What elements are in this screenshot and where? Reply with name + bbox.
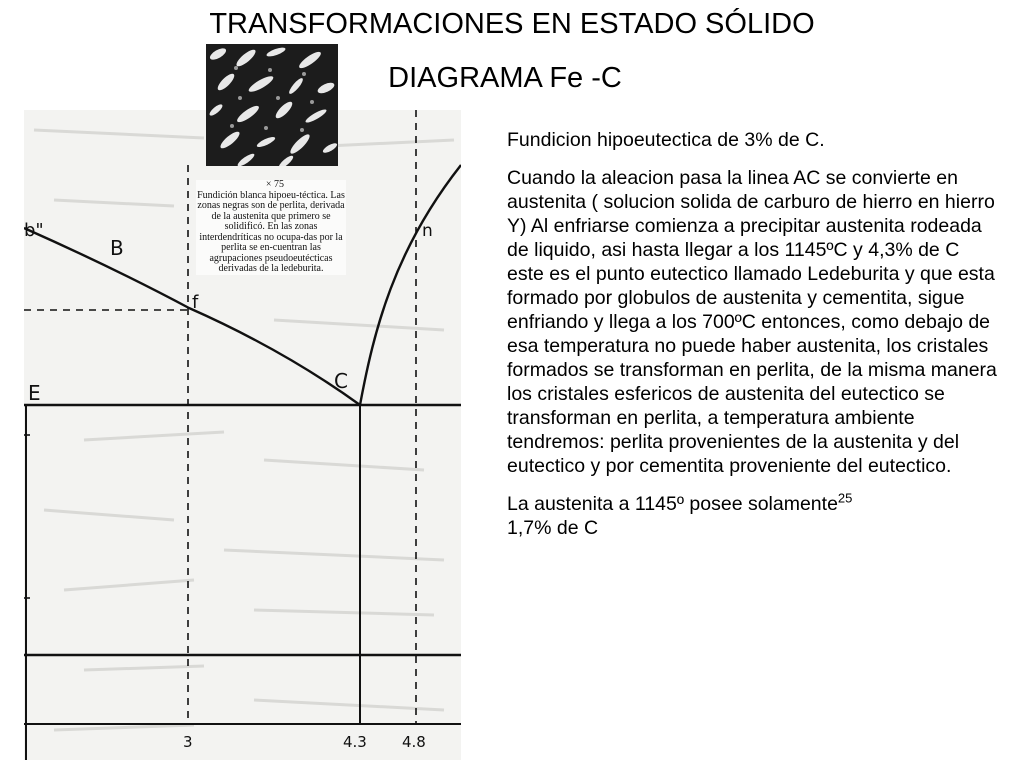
label-B: B: [110, 236, 124, 260]
label-C: C: [334, 369, 348, 393]
caption-magnification: × 75: [265, 179, 284, 190]
liquidus-line-cn: [360, 165, 461, 405]
paragraph-austenite-end: 1,7% de C: [507, 517, 599, 539]
paragraph-explanation: Cuando la aleacion pasa la linea AC se convierte en austenita ( solucion solida de carburo de hierro en hierro Y) Al enfriarse comienza a precipitar austenita rodeada de liquido, asi hasta llegar a los 1145ºC y 4,3% de C este es el punto eutectico llamado Ledeburita y que esta formado por globulos de austenita y cementita, sigue enfriando y llega a los 700ºC entonces, como debajo de esa temperatura no puede haber austenita, los cristales formados se transforman en perlita, de la misma manera los cristales esfericos de austenita del eutectico se transforman en perlita, a temperatura ambiente tendremos: perlita provenientes de la austenita y del eutectico y por cementita proveniente del eutectico.: [507, 167, 997, 477]
micrograph-caption: [196, 180, 346, 275]
label-E: E: [28, 381, 41, 405]
slide-subtitle: DIAGRAMA Fe -C: [388, 62, 622, 94]
label-b-double-prime: b": [24, 220, 44, 241]
caption-text: Fundición blanca hipoeu-téctica. Las zonas negras son de perlita, derivada de la austenita que primero se solidificó. En las zonas interdendríticas no ocupa-das por la perlita se en-cuentran las agrupaciones pseudoeutécticas derivadas de la ledeburita.: [197, 189, 345, 274]
paragraph-intro: Fundicion hipoeutectica de 3% de C.: [507, 129, 825, 151]
explanation-text: [507, 128, 1007, 554]
axis-label-4-8: 4.8: [402, 733, 426, 751]
paragraph-austenite: [507, 492, 1007, 540]
axis-label-3: 3: [183, 733, 193, 751]
paragraph-austenite-text: La austenita a 1145º posee solamente: [507, 493, 838, 515]
axis-label-4-3: 4.3: [343, 733, 367, 751]
label-n: n: [422, 221, 433, 241]
page-number: 25: [837, 490, 853, 506]
label-f: f: [192, 292, 199, 313]
slide-title: TRANSFORMACIONES EN ESTADO SÓLIDO: [209, 8, 815, 40]
